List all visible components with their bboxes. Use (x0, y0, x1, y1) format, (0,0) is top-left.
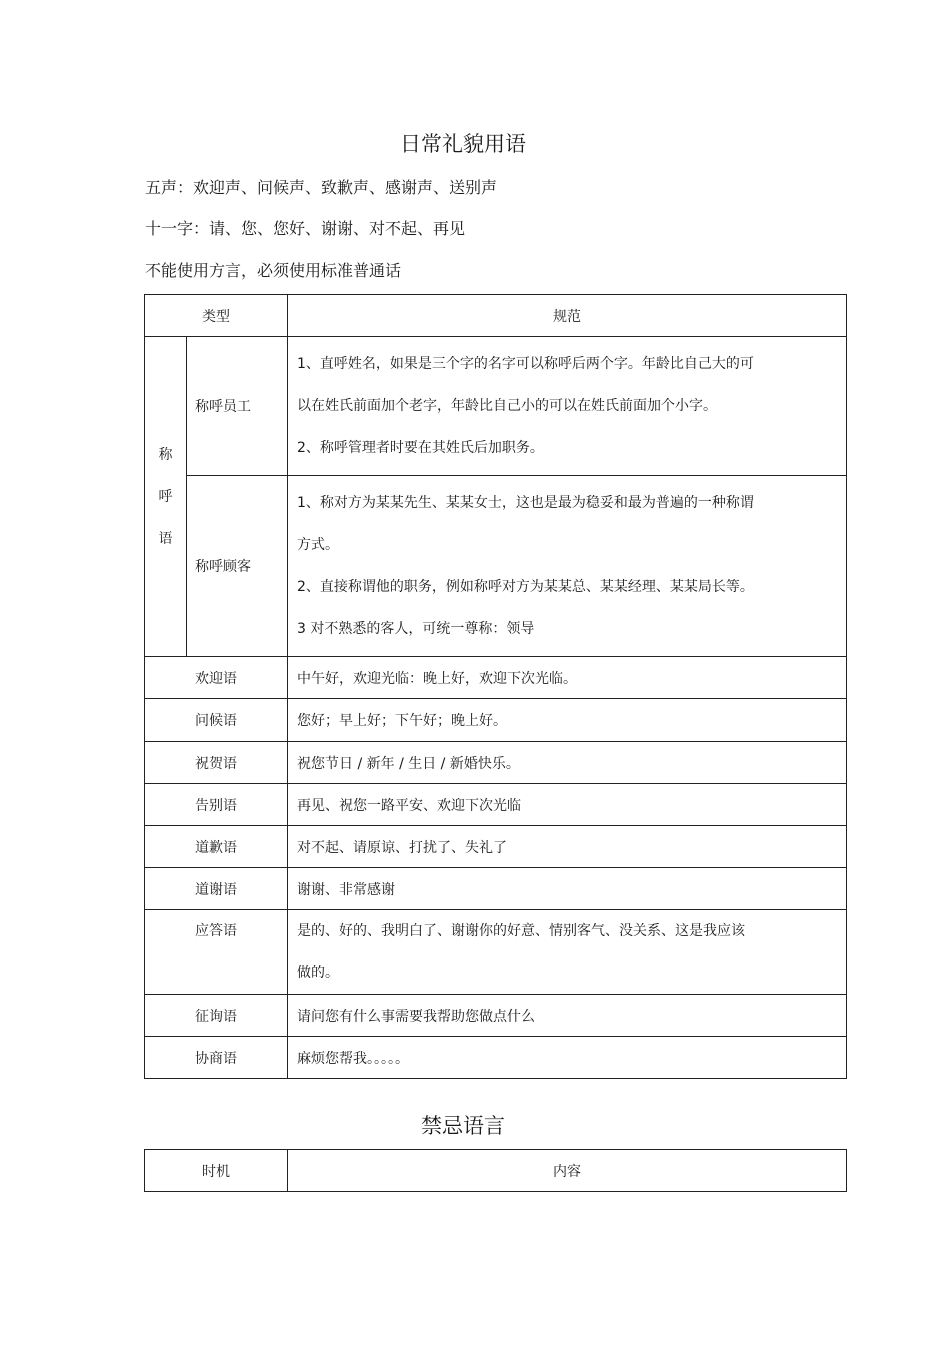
table-row: 告别语 再见、祝您一路平安、欢迎下次光临 (145, 784, 847, 826)
sub-label-customer: 称呼顾客 (187, 476, 288, 657)
table-row: 问候语 您好；早上好；下午好；晚上好。 (145, 699, 847, 742)
taboo-language-table (144, 1149, 847, 1192)
table-row: 祝贺语 祝您节日 / 新年 / 生日 / 新婚快乐。 (145, 742, 847, 784)
header-spec: 规范 (288, 295, 847, 337)
five-voices-line: 五声：欢迎声、问候声、致歉声、感谢声、送别声 (145, 178, 498, 197)
table-row: 欢迎语 中午好，欢迎光临：晚上好，欢迎下次光临。 (145, 657, 847, 699)
table-row: 协商语 麻烦您帮我。。。。。 (145, 1037, 847, 1079)
table-row: 征询语 请问您有什么事需要我帮助您做点什么 (145, 995, 847, 1037)
table-row: 应答语 是的、好的、我明白了、谢谢你的好意、情别客气、没关系、这是我应该 做的。 (145, 910, 847, 995)
group-label-addressing: 称 呼 语 (145, 337, 187, 657)
customer-addressing-content: 1、称对方为某某先生、某某女士，这也是最为稳妥和最为普遍的一种称谓 方式。 2、直接称谓他的职务，例如称呼对方为某某总、某某经理、某某局长等。 3 对不熟悉的客人，可统一尊称：领导 (288, 476, 847, 657)
table-row: 道谢语 谢谢、非常感谢 (145, 868, 847, 910)
page-title: 日常礼貌用语 (400, 132, 526, 156)
polite-phrases-table (144, 294, 847, 1079)
section-title-taboo: 禁忌语言 (421, 1114, 505, 1138)
header-occasion: 时机 (145, 1150, 288, 1192)
header-type: 类型 (145, 295, 288, 337)
header-content: 内容 (288, 1150, 847, 1192)
table-header-row (145, 1150, 847, 1192)
answer-content: 是的、好的、我明白了、谢谢你的好意、情别客气、没关系、这是我应该 做的。 (288, 910, 847, 995)
eleven-words-line: 十一字：请、您、您好、谢谢、对不起、再见 (145, 219, 466, 238)
table-row: 道歉语 对不起、请原谅、打扰了、失礼了 (145, 826, 847, 868)
staff-addressing-content: 1、直呼姓名，如果是三个字的名字可以称呼后两个字。年龄比自己大的可 以在姓氏前面加个老字，年龄比自己小的可以在姓氏前面加个小字。 2、称呼管理者时要在其姓氏后加职务。 (288, 337, 847, 476)
sub-label-staff: 称呼员工 (187, 337, 288, 476)
mandarin-line: 不能使用方言，必须使用标准普通话 (145, 261, 402, 280)
table-row (145, 476, 847, 657)
table-row (145, 337, 847, 476)
table-header-row (145, 295, 847, 337)
